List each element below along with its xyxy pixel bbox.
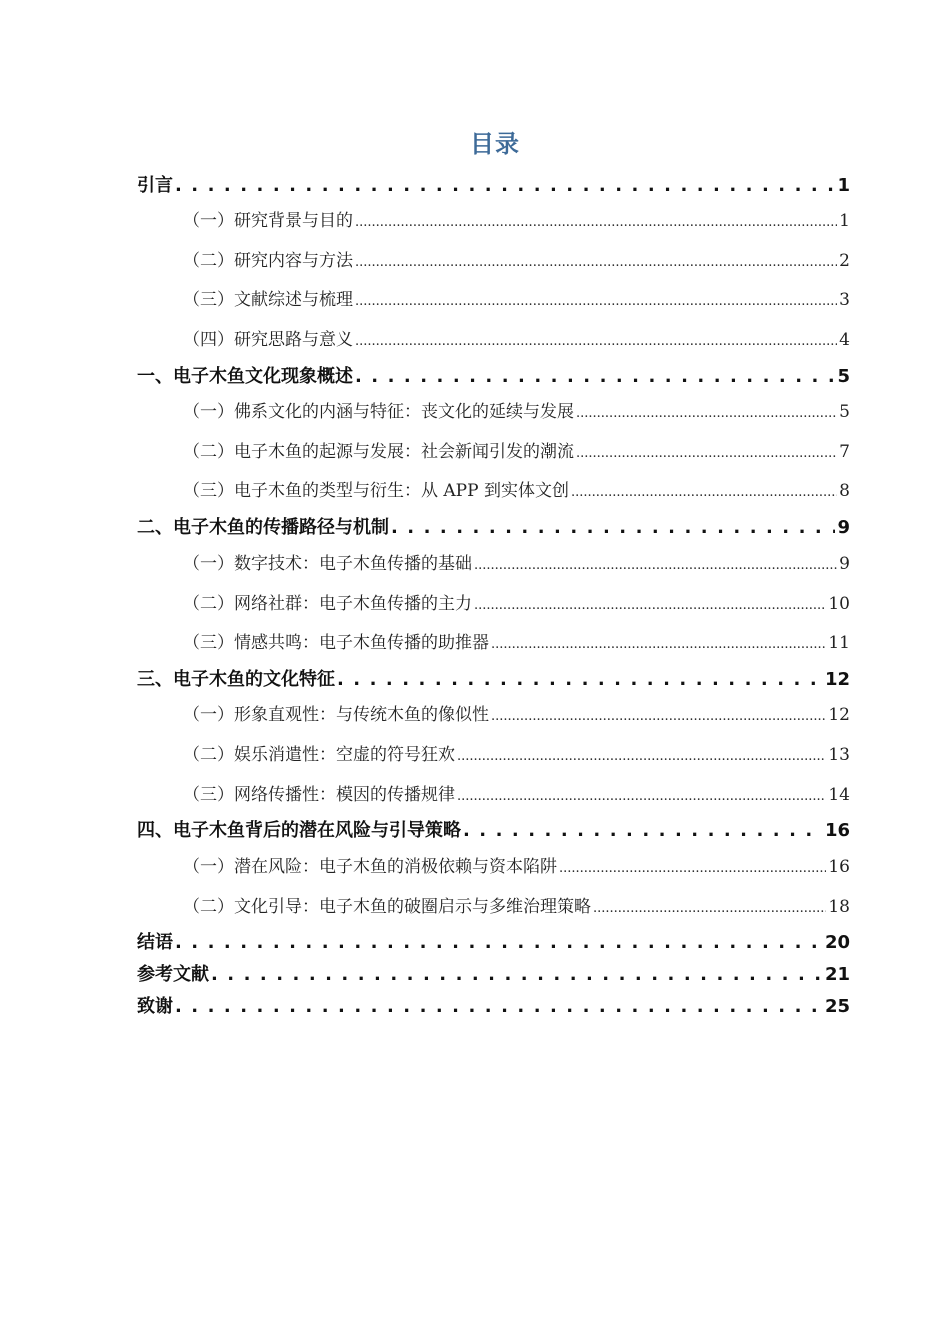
toc-page-number: 1 [837,175,850,196]
toc-page-number: 14 [828,785,850,805]
dot-leader [211,962,823,988]
toc-page-number: 11 [828,633,850,653]
toc-page-number: 10 [828,594,850,614]
toc-section-entry[interactable] [183,854,850,880]
toc-section-entry[interactable] [183,894,850,920]
toc-entry-label: （二）网络社群：电子木鱼传播的主力 [183,594,472,614]
toc-page-number: 2 [839,251,850,271]
dot-leader [576,439,837,465]
toc-page-number: 13 [828,745,850,765]
toc-entry-label: 引言 [137,175,173,196]
toc-entry-label: 一、电子木鱼文化现象概述 [137,366,353,387]
toc-section-entry[interactable] [183,630,850,656]
toc-page-number: 21 [824,964,850,985]
dot-leader [474,551,837,577]
toc-section-entry[interactable] [183,399,850,425]
toc-chapter-entry[interactable] [137,818,850,844]
toc-chapter-entry[interactable] [137,173,850,199]
dot-leader [391,515,835,541]
toc-entry-label: 四、电子木鱼背后的潜在风险与引导策略 [137,820,461,841]
toc-entry-label: （一）数字技术：电子木鱼传播的基础 [183,554,472,574]
toc-page-number: 1 [839,211,850,231]
toc-entry-label: 致谢 [137,996,173,1017]
toc-entry-label: 二、电子木鱼的传播路径与机制 [137,517,389,538]
toc-entry-label: （二）研究内容与方法 [183,251,353,271]
dot-leader [175,930,823,956]
dot-leader [457,742,826,768]
toc-entry-label: （二）电子木鱼的起源与发展：社会新闻引发的潮流 [183,442,574,462]
toc-entry-label: 结语 [137,932,173,953]
toc-page-number: 25 [824,996,850,1017]
toc-section-entry[interactable] [183,287,850,313]
dot-leader [355,248,837,274]
toc-page-number: 9 [839,554,850,574]
toc-title: 目录 [470,130,520,158]
dot-leader [491,702,826,728]
toc-section-entry[interactable] [183,478,850,504]
toc-entry-label: （一）佛系文化的内涵与特征：丧文化的延续与发展 [183,402,574,422]
toc-entry-label: （一）研究背景与目的 [183,211,353,231]
toc-chapter-entry[interactable] [137,962,850,988]
toc-page-number: 5 [839,402,850,422]
dot-leader [355,287,837,313]
toc-section-entry[interactable] [183,248,850,274]
dot-leader [175,994,823,1020]
toc-entry-label: （四）研究思路与意义 [183,330,353,350]
toc-chapter-entry[interactable] [137,364,850,390]
toc-section-entry[interactable] [183,551,850,577]
toc-section-entry[interactable] [183,208,850,234]
toc-section-entry[interactable] [183,782,850,808]
dot-leader [175,173,835,199]
toc-chapter-entry[interactable] [137,930,850,956]
dot-leader [571,478,837,504]
toc-section-entry[interactable] [183,742,850,768]
toc-entry-label: （三）情感共鸣：电子木鱼传播的助推器 [183,633,489,653]
toc-page-number: 8 [839,481,850,501]
toc-entry-label: （一）潜在风险：电子木鱼的消极依赖与资本陷阱 [183,857,557,877]
toc-page-number: 9 [837,517,850,538]
dot-leader [463,818,823,844]
toc-section-entry[interactable] [183,439,850,465]
toc-page-number: 16 [824,820,850,841]
toc-chapter-entry[interactable] [137,515,850,541]
toc-entry-label: （三）文献综述与梳理 [183,290,353,310]
toc-chapter-entry[interactable] [137,667,850,693]
toc-entry-label: （二）娱乐消遣性：空虚的符号狂欢 [183,745,455,765]
dot-leader [457,782,826,808]
dot-leader [355,364,835,390]
toc-page-number: 4 [839,330,850,350]
toc-page-number: 3 [839,290,850,310]
toc-entry-label: （三）电子木鱼的类型与衍生：从 APP 到实体文创 [183,481,569,501]
dot-leader [337,667,823,693]
toc-page-number: 12 [828,705,850,725]
toc-page-number: 16 [828,857,850,877]
toc-page-number: 5 [837,366,850,387]
toc-section-entry[interactable] [183,327,850,353]
dot-leader [474,591,826,617]
toc-section-entry[interactable] [183,702,850,728]
toc-entry-label: （一）形象直观性：与传统木鱼的像似性 [183,705,489,725]
toc-page-number: 12 [824,669,850,690]
toc-entry-label: 参考文献 [137,964,209,985]
dot-leader [593,894,826,920]
dot-leader [559,854,826,880]
dot-leader [491,630,826,656]
toc-page-number: 18 [828,897,850,917]
toc-page-number: 20 [824,932,850,953]
dot-leader [576,399,837,425]
toc-chapter-entry[interactable] [137,994,850,1020]
toc-entry-label: （二）文化引导：电子木鱼的破圈启示与多维治理策略 [183,897,591,917]
toc-page-number: 7 [839,442,850,462]
toc-entry-label: 三、电子木鱼的文化特征 [137,669,335,690]
dot-leader [355,327,837,353]
toc-entry-label: （三）网络传播性：模因的传播规律 [183,785,455,805]
dot-leader [355,208,837,234]
toc-section-entry[interactable] [183,591,850,617]
